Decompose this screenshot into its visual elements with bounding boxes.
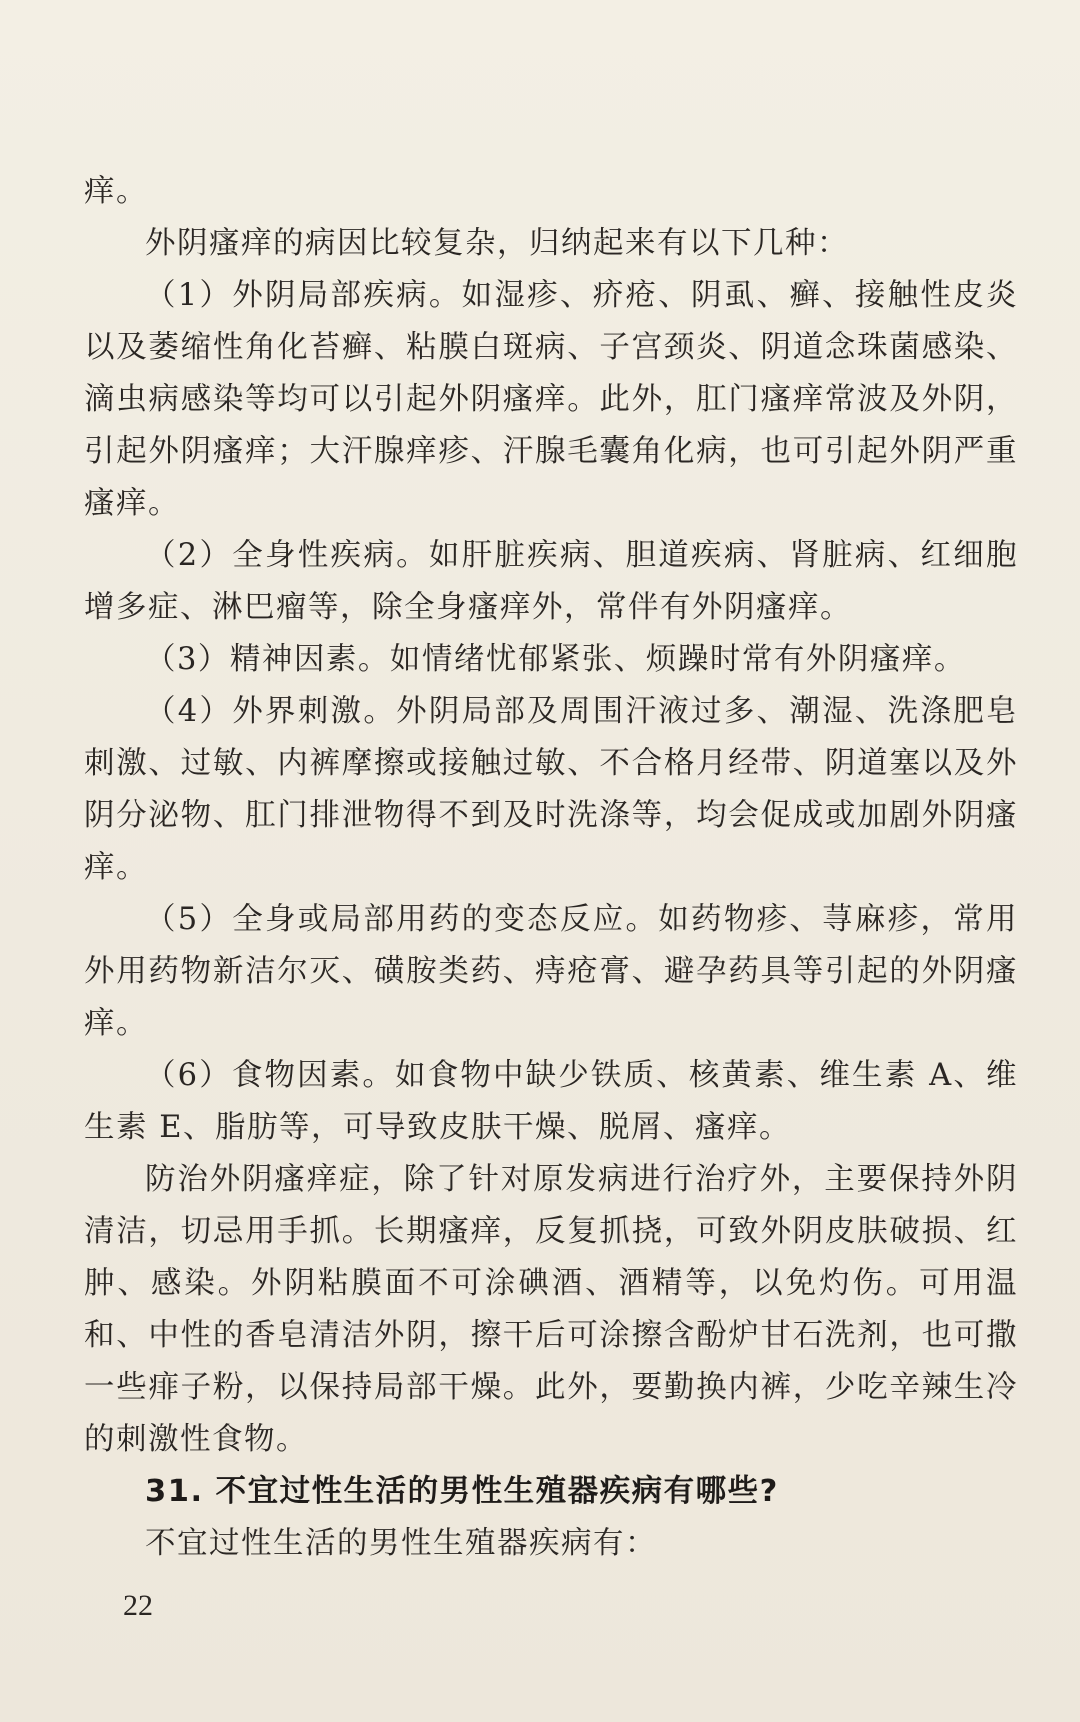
paragraph-cause-6: （6）食物因素。如食物中缺少铁质、核黄素、维生素 A、维生素 E、脂肪等，可导致皮肤干燥、脱屑、瘙痒。 bbox=[84, 1058, 1018, 1145]
paragraph-cause-1: （1）外阴局部疾病。如湿疹、疥疮、阴虱、癣、接触性皮炎以及萎缩性角化苔癣、粘膜白斑病、子宫颈炎、阴道念珠菌感染、滴虫病感染等均可以引起外阴瘙痒。此外，肛门瘙痒常波及外阴，引起外阴瘙痒；大汗腺痒疹、汗腺毛囊角化病，也可引起外阴严重瘙痒。 bbox=[84, 278, 1018, 521]
text-block bbox=[84, 166, 1018, 1570]
section-heading: 31. 不宜过性生活的男性生殖器疾病有哪些? bbox=[145, 1474, 779, 1509]
paragraph-cause-3: （3）精神因素。如情绪忧郁紧张、烦躁时常有外阴瘙痒。 bbox=[145, 642, 966, 677]
paragraph-treatment: 防治外阴瘙痒症，除了针对原发病进行治疗外，主要保持外阴清洁，切忌用手抓。长期瘙痒，反复抓挠，可致外阴皮肤破损、红肿、感染。外阴粘膜面不可涂碘酒、酒精等，以免灼伤。可用温和、中性的香皂清洁外阴，擦干后可涂擦含酚炉甘石洗剂，也可撒一些痱子粉，以保持局部干燥。此外，要勤换内裤，少吃辛辣生冷的刺激性食物。 bbox=[84, 1162, 1018, 1457]
paragraph-cause-2: （2）全身性疾病。如肝脏疾病、胆道疾病、肾脏病、红细胞增多症、淋巴瘤等，除全身瘙痒外，常伴有外阴瘙痒。 bbox=[84, 538, 1018, 625]
paragraph-cause-4: （4）外界刺激。外阴局部及周围汗液过多、潮湿、洗涤肥皂刺激、过敏、内裤摩擦或接触过敏、不合格月经带、阴道塞以及外阴分泌物、肛门排泄物得不到及时洗涤等，均会促成或加剧外阴瘙痒。 bbox=[84, 694, 1018, 885]
page-number: 22 bbox=[123, 1589, 153, 1622]
paragraph-closing: 不宜过性生活的男性生殖器疾病有： bbox=[145, 1526, 657, 1561]
paragraph-intro: 外阴瘙痒的病因比较复杂，归纳起来有以下几种： bbox=[145, 226, 849, 261]
paragraph-continuation: 痒。 bbox=[84, 174, 148, 209]
paragraph-cause-5: （5）全身或局部用药的变态反应。如药物疹、荨麻疹，常用外用药物新洁尔灭、磺胺类药、痔疮膏、避孕药具等引起的外阴瘙痒。 bbox=[84, 902, 1018, 1041]
